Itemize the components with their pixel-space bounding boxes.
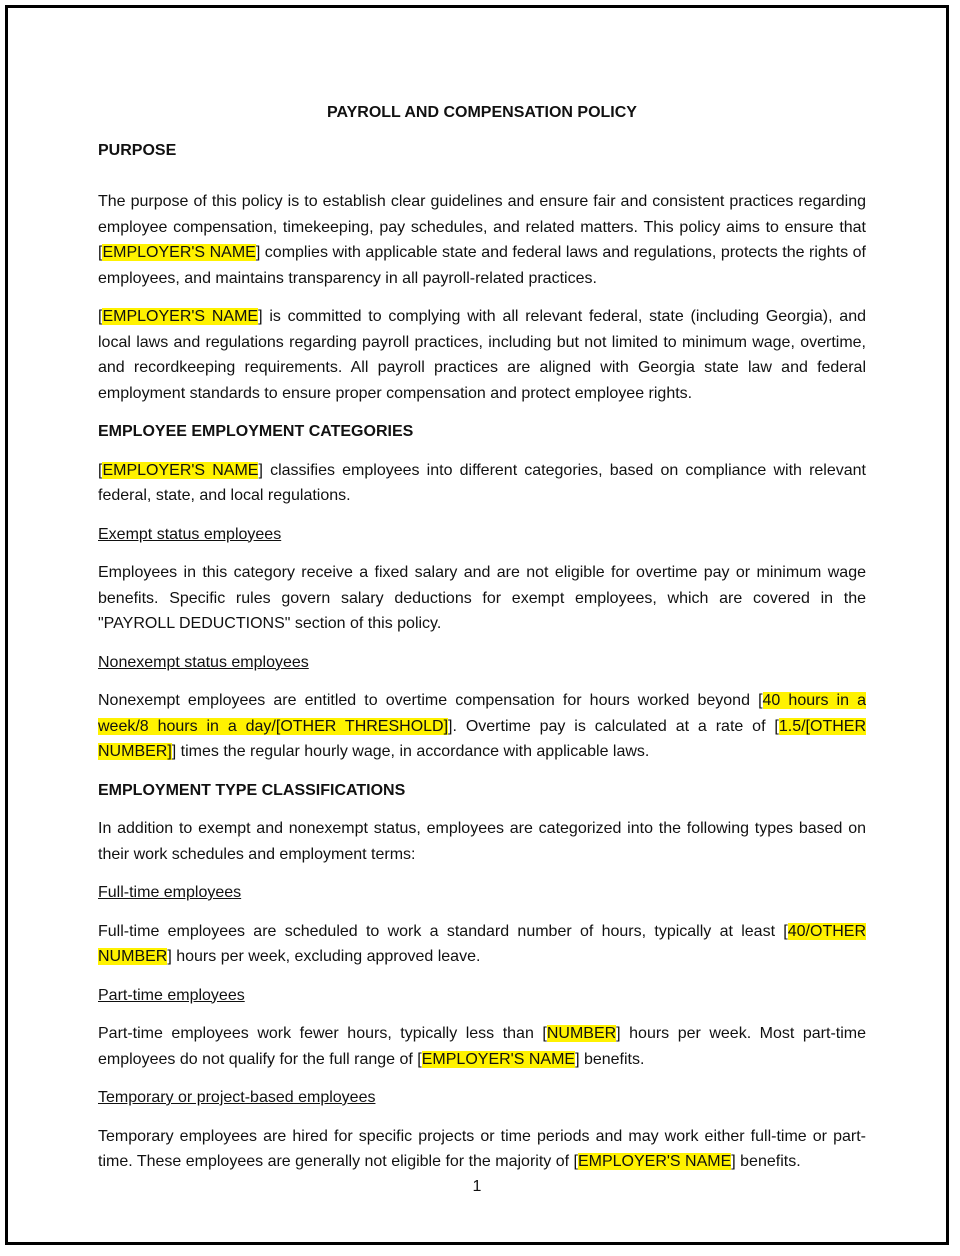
categories-heading: EMPLOYEE EMPLOYMENT CATEGORIES — [98, 423, 414, 440]
temporary-paragraph — [98, 1124, 866, 1175]
placeholder-highlight: 40/OTHER NUMBER — [98, 922, 866, 965]
nonexempt-subheading: Nonexempt status employees — [98, 653, 309, 671]
placeholder-highlight: EMPLOYER'S NAME — [102, 308, 259, 325]
paragraph-text: [ — [98, 308, 103, 325]
paragraph-text: ] classifies employees into different categories, based on compliance with relevant federal, state, and local regulations. — [98, 461, 867, 504]
temporary-subheading: Temporary or project-based employees — [98, 1089, 376, 1106]
paragraph-text: [ — [98, 461, 103, 479]
document-body — [98, 100, 866, 1188]
paragraph-text: ]. Overtime pay is calculated at a rate of [ — [448, 717, 779, 735]
paragraph-text: Full-time employees are scheduled to work a standard number of hours, typically at least [ — [98, 922, 788, 940]
placeholder-highlight: EMPLOYER'S NAME — [577, 1153, 732, 1170]
paragraph-text: ] hours per week, excluding approved leave. — [167, 948, 481, 965]
paragraph-text: Part-time employees work fewer hours, typically less than [ — [98, 1025, 547, 1042]
purpose-paragraph-1 — [98, 189, 866, 291]
paragraph-text: Temporary employees are hired for specific projects or time periods and may work either full-time or part-time. These employees are generally not eligible for the majority of [ — [98, 1127, 866, 1170]
exempt-paragraph — [98, 560, 866, 637]
paragraph-text: In addition to exempt and nonexempt status, employees are categorized into the following types based on their work schedules and employment terms: — [98, 820, 866, 863]
parttime-subheading: Part-time employees — [98, 986, 245, 1004]
purpose-paragraph-2 — [98, 304, 866, 406]
paragraph-text: Nonexempt employees are entitled to overtime compensation for hours worked beyond [ — [98, 692, 763, 709]
placeholder-highlight: EMPLOYER'S NAME — [102, 461, 259, 479]
exempt-subheading: Exempt status employees — [98, 525, 282, 543]
nonexempt-paragraph — [98, 688, 866, 765]
document-title: PAYROLL AND COMPENSATION POLICY — [327, 104, 637, 121]
paragraph-text: ] is committed to complying with all relevant federal, state (including Georgia), and local laws and regulations regarding payroll practices, including but not limited to minimum wage, overtime, and recordkeeping requirements. All payroll practices are aligned with Georgia state law and federal employment standards to ensure proper compensation and protect employee rights. — [98, 308, 867, 402]
placeholder-highlight: EMPLOYER'S NAME — [102, 244, 256, 261]
paragraph-text: Employees in this category receive a fixed salary and are not eligible for overtime pay or minimum wage benefits. Specific rules govern salary deductions for exempt employees, which are covered in the "PAYROLL DEDUCTIONS" section of this policy. — [98, 564, 866, 632]
document-page — [5, 5, 949, 1245]
paragraph-text: ] times the regular hourly wage, in accordance with applicable laws. — [171, 743, 650, 760]
purpose-heading: PURPOSE — [98, 141, 177, 159]
parttime-paragraph — [98, 1021, 866, 1072]
placeholder-highlight: 40 hours in a week/8 hours in a day/[OTHER THRESHOLD] — [98, 692, 866, 735]
placeholder-highlight: 1.5/[OTHER NUMBER] — [98, 717, 866, 760]
paragraph-text: ] benefits. — [731, 1153, 801, 1170]
placeholder-highlight: EMPLOYER'S NAME — [421, 1050, 576, 1068]
types-heading: EMPLOYMENT TYPE CLASSIFICATIONS — [98, 781, 406, 799]
fulltime-paragraph — [98, 919, 866, 970]
paragraph-text: The purpose of this policy is to establish clear guidelines and ensure fair and consistent practices regarding employee compensation, timekeeping, pay schedules, and related matters. This policy aims to ensure that [ — [98, 193, 866, 261]
placeholder-highlight: NUMBER — [546, 1025, 617, 1042]
types-intro-paragraph — [98, 816, 866, 867]
page-number: 1 — [472, 1178, 482, 1195]
fulltime-subheading: Full-time employees — [98, 884, 242, 901]
paragraph-text: ] complies with applicable state and federal laws and regulations, protects the rights of employees, and maintains transparency in all payroll-related practices. — [98, 244, 866, 287]
paragraph-text: ] hours per week. Most part-time employees do not qualify for the full range of [ — [98, 1025, 867, 1068]
paragraph-text: ] benefits. — [575, 1050, 645, 1068]
categories-paragraph — [98, 458, 866, 509]
